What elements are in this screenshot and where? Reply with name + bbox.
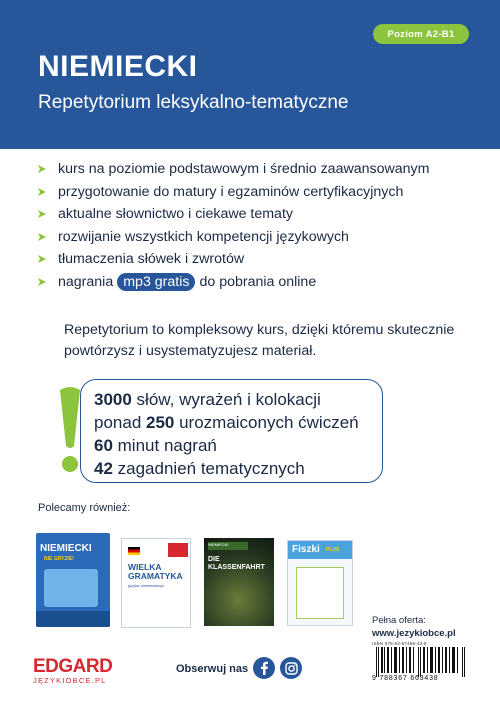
level-badge: Poziom A2-B1 <box>373 24 469 44</box>
feature-item <box>38 226 478 249</box>
book-footer <box>36 611 110 627</box>
book-cover-klassenfahrt[interactable] <box>204 538 274 626</box>
feature-item <box>38 203 478 226</box>
arrow-icon <box>38 188 46 196</box>
feature-text: tłumaczenia słówek i zwrotów <box>58 251 245 268</box>
offer-url[interactable]: www.jezykiobce.pl <box>372 628 456 639</box>
page-subtitle: Repetytorium leksykalno-tematyczne <box>38 92 349 113</box>
arrow-icon <box>38 210 46 218</box>
edgard-logo <box>33 656 112 685</box>
feature-item <box>38 158 478 181</box>
book-cover-niemiecki[interactable] <box>36 533 110 627</box>
stat-line: 60 minut nagrań <box>94 436 217 455</box>
feature-text: rozwijanie wszystkich kompetencji językowych <box>58 228 349 245</box>
facebook-icon[interactable] <box>253 657 275 679</box>
header-banner <box>0 0 500 149</box>
follow-label: Obserwuj nas <box>176 663 249 675</box>
stat-number: 42 <box>94 459 113 478</box>
stat-number: 3000 <box>94 390 132 409</box>
book-title: NIEMIECKI <box>40 543 92 554</box>
stat-line: ponad 250 urozmaiconych ćwiczeń <box>94 413 359 432</box>
book-badge <box>168 543 188 557</box>
book-illustration <box>296 567 344 619</box>
logo-main-text: EDGARD <box>33 656 113 677</box>
german-flag-icon <box>128 547 140 555</box>
logo-sub-text: JĘZYKIOBCE.PL <box>33 676 107 685</box>
offer-block <box>372 614 456 640</box>
book-subtitle: NIE GRYZIE! <box>44 556 74 562</box>
book-subtitle: PLUS <box>326 547 340 553</box>
feature-item <box>38 271 478 294</box>
stat-number: 250 <box>146 413 175 432</box>
feature-item <box>38 181 478 204</box>
description: Repetytorium to kompleksowy kurs, dzięki któremu skutecznie powtórzysz i usystematyzujesz materiał. <box>64 322 455 359</box>
mp3-badge: mp3 gratis <box>117 273 195 291</box>
barcode-digits: 9 788367 663438 <box>372 675 439 682</box>
feature-item <box>38 248 478 271</box>
book-title: WIELKA GRAMATYKA <box>128 562 183 581</box>
arrow-icon <box>38 165 46 173</box>
barcode-icon <box>372 647 472 677</box>
book-title: DIE KLASSENFAHRT <box>208 556 265 571</box>
also-recommended-label: Polecamy również: <box>38 502 131 514</box>
book-subtitle: języka niemieckiego <box>128 583 164 588</box>
page-title: NIEMIECKI <box>38 50 198 83</box>
book-subtitle: NIEMIECKI <box>208 542 248 550</box>
arrow-icon <box>38 233 46 241</box>
feature-text: do pobrania online <box>199 273 317 290</box>
book-cover-fiszki[interactable] <box>287 540 353 626</box>
arrow-icon <box>38 278 46 286</box>
book-title: Fiszki <box>292 544 320 555</box>
features-list <box>38 158 478 293</box>
stat-line: 3000 słów, wyrażeń i kolokacji <box>94 390 321 409</box>
feature-text: przygotowanie do matury i egzaminów certyfikacyjnych <box>58 183 404 200</box>
offer-label: Pełna oferta: <box>372 615 426 626</box>
book-cover-gramatyka[interactable] <box>121 538 191 628</box>
stat-number: 60 <box>94 436 113 455</box>
book-illustration <box>204 538 274 626</box>
feature-text: aktualne słownictwo i ciekawe tematy <box>58 206 293 223</box>
feature-text: nagrania <box>58 273 114 290</box>
feature-text: kurs na poziomie podstawowym i średnio zaawansowanym <box>58 161 430 178</box>
book-illustration <box>44 569 98 607</box>
isbn-text: ISBN 978-83-67465-43-8 <box>372 641 427 646</box>
instagram-icon[interactable] <box>280 657 302 679</box>
stat-line: 42 zagadnień tematycznych <box>94 459 305 478</box>
arrow-icon <box>38 255 46 263</box>
